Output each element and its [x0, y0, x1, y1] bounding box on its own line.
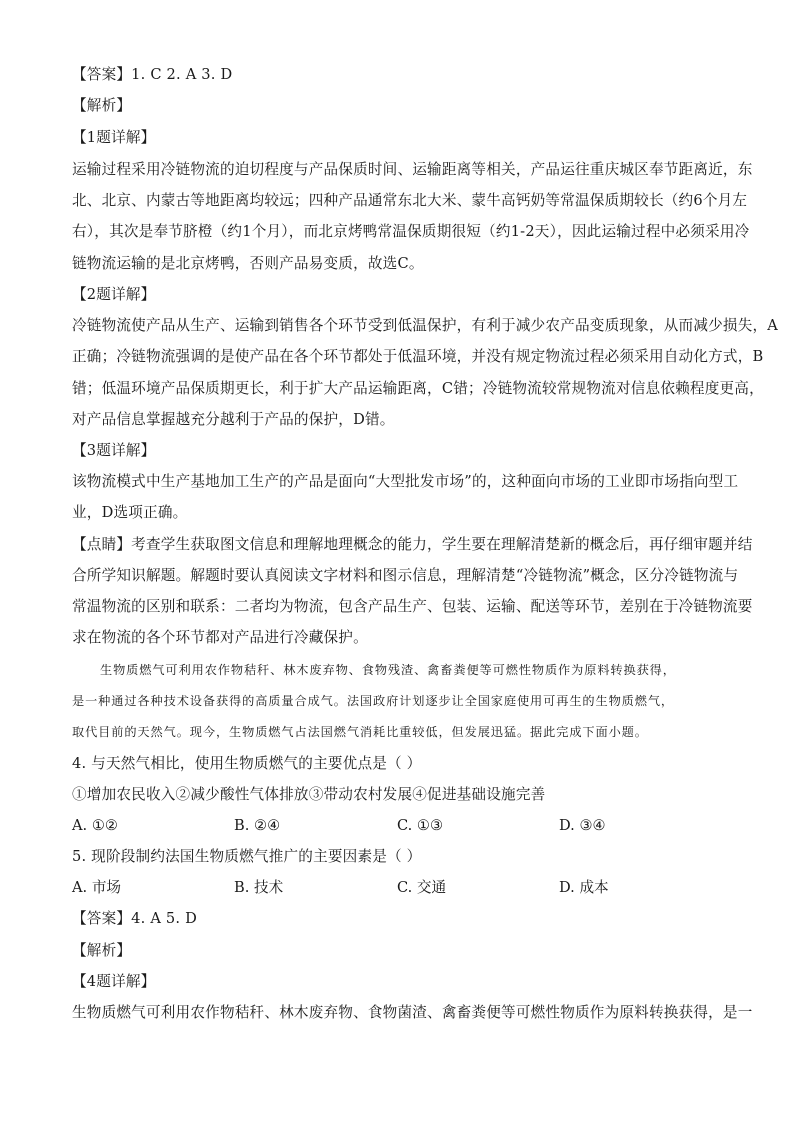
analysis-heading-2: 【解析】: [72, 942, 132, 959]
q5-option-b: B. 技术: [234, 879, 284, 896]
q2-detail-heading: 【2题详解】: [72, 286, 156, 303]
q3-detail-line: 该物流模式中生产基地加工生产的产品是面向“大型批发市场”的，这种面向市场的工业即市场指向型工: [72, 473, 739, 490]
q2-detail-line: 错；低温环境产品保质期更长，利于扩大产品运输距离，C错；冷链物流较常规物流对信息依赖程度更高，: [72, 380, 764, 397]
material-line: 取代目前的天然气。现今，生物质燃气占法国燃气消耗比重较低，但发展迅猛。据此完成下面小题。: [72, 725, 648, 739]
answer-line-2: 【答案】4. A 5. D: [72, 910, 197, 927]
tip-line: 求在物流的各个环节都对产品进行冷藏保护。: [72, 629, 368, 646]
q1-detail-line: 链物流运输的是北京烤鸭，否则产品易变质，故选C。: [72, 255, 424, 272]
q1-detail-line: 北、北京、内蒙古等地距离均较远；四种产品通常东北大米、蒙牛高钙奶等常温保质期较长（约6个月左: [72, 192, 748, 209]
q5-option-a: A. 市场: [72, 879, 122, 896]
tip-line: 常温物流的区别和联系：二者均为物流，包含产品生产、包装、运输、配送等环节，差别在于冷链物流要: [72, 598, 753, 615]
q3-detail-heading: 【3题详解】: [72, 442, 156, 459]
q3-detail-line: 业，D选项正确。: [72, 504, 188, 521]
q2-detail-line: 冷链物流使产品从生产、运输到销售各个环节受到低温保护，有利于减少农产品变质现象，从而减少损失，A: [72, 317, 779, 334]
q1-detail-line: 右），其次是奉节脐橙（约1个月），而北京烤鸭常温保质期很短（约1-2天），因此运输过程中必须采用冷: [72, 223, 750, 240]
q2-detail-line: 对产品信息掌握越充分越利于产品的保护，D错。: [72, 411, 395, 428]
question-5: 5. 现阶段制约法国生物质燃气推广的主要因素是（ ）: [72, 848, 422, 865]
q1-detail-heading: 【1题详解】: [72, 129, 156, 146]
analysis-heading-1: 【解析】: [72, 97, 132, 114]
material-line: 是一种通过各种技术设备获得的高质量合成气。法国政府计划逐步让全国家庭使用可再生的生物质燃气，: [72, 694, 675, 708]
q4-detail-line: 生物质燃气可利用农作物秸秆、林木废弃物、食物菌渣、禽畜粪便等可燃性物质作为原料转换获得，是一: [72, 1004, 753, 1021]
q4-option-b: B. ②④: [234, 817, 281, 834]
q4-detail-heading: 【4题详解】: [72, 973, 156, 990]
q4-option-d: D. ③④: [559, 817, 606, 834]
q5-option-d: D. 成本: [559, 879, 609, 896]
tip-line: 合所学知识解题。解题时要认真阅读文字材料和图示信息，理解清楚“冷链物流”概念，区分冷链物流与: [72, 567, 739, 584]
answer-line-1: 【答案】1. C 2. A 3. D: [72, 66, 233, 83]
question-4: 4. 与天然气相比，使用生物质燃气的主要优点是（ ）: [72, 755, 422, 772]
q4-option-c: C. ①③: [397, 817, 444, 834]
q4-option-a: A. ①②: [72, 817, 118, 834]
material-line: 生物质燃气可利用农作物秸秆、林木废弃物、食物残渣、禽畜粪便等可燃性物质作为原料转换获得，: [100, 663, 676, 677]
question-4-statements: ①增加农民收入②减少酸性气体排放③带动农村发展④促进基础设施完善: [72, 786, 546, 803]
tip-line: 【点睛】考查学生获取图文信息和理解地理概念的能力，学生要在理解清楚新的概念后，再仔细审题并结: [72, 536, 753, 553]
q2-detail-line: 正确；冷链物流强调的是使产品在各个环节都处于低温环境，并没有规定物流过程必须采用自动化方式，B: [72, 348, 764, 365]
q5-option-c: C. 交通: [397, 879, 447, 896]
q1-detail-line: 运输过程采用冷链物流的迫切程度与产品保质时间、运输距离等相关，产品运往重庆城区奉节距离近，东: [72, 161, 753, 178]
